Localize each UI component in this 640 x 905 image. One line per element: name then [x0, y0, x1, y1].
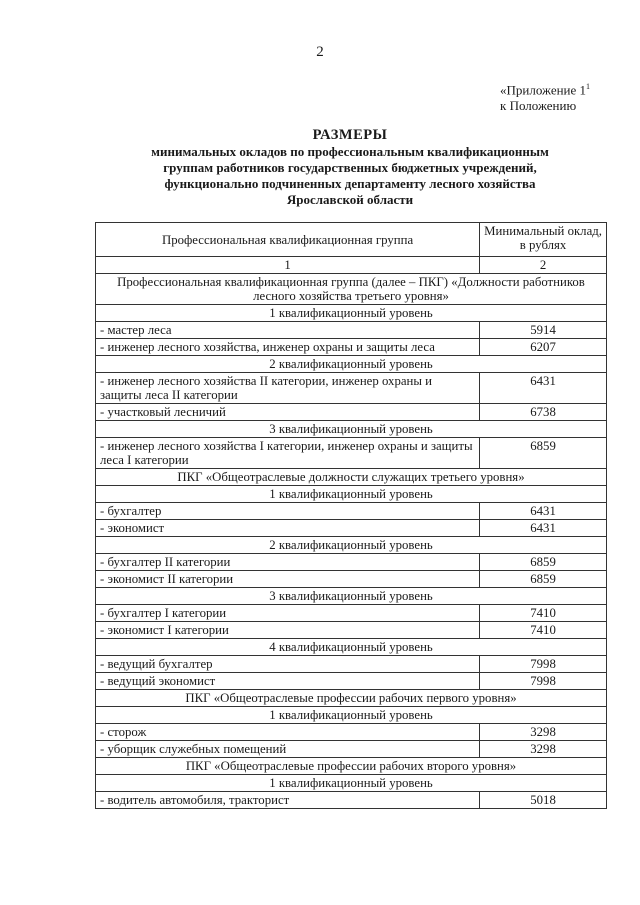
table-row — [96, 339, 607, 356]
column-number-2: 2 — [480, 257, 607, 274]
qualification-level-title: 1 квалификационный уровень — [96, 775, 607, 792]
level-header-row — [96, 356, 607, 373]
salary-value: 3298 — [480, 741, 607, 758]
position-name: - экономист I категории — [96, 622, 480, 639]
qualification-level-title: 4 квалификационный уровень — [96, 639, 607, 656]
group-header-row — [96, 274, 607, 305]
salary-value: 6859 — [480, 438, 607, 469]
position-name: - инженер лесного хозяйства, инженер охраны и защиты леса — [96, 339, 480, 356]
salary-value: 6431 — [480, 520, 607, 537]
salary-value: 7998 — [480, 656, 607, 673]
salary-value: 7410 — [480, 622, 607, 639]
qualification-level-title: 2 квалификационный уровень — [96, 356, 607, 373]
salary-value: 7998 — [480, 673, 607, 690]
level-header-row — [96, 537, 607, 554]
group-header-row — [96, 469, 607, 486]
salary-value: 6859 — [480, 571, 607, 588]
level-header-row — [96, 707, 607, 724]
column-number-1: 1 — [96, 257, 480, 274]
table-row — [96, 571, 607, 588]
table-row — [96, 503, 607, 520]
position-name: - экономист — [96, 520, 480, 537]
qualification-group-title: ПКГ «Общеотраслевые профессии рабочих второго уровня» — [96, 758, 607, 775]
appendix-superscript: 1 — [586, 82, 591, 91]
document-subtitle — [90, 144, 610, 208]
column-header-salary: Минимальный оклад, в рублях — [480, 223, 607, 257]
position-name: - уборщик служебных помещений — [96, 741, 480, 758]
level-header-row — [96, 639, 607, 656]
qualification-level-title: 2 квалификационный уровень — [96, 537, 607, 554]
level-header-row — [96, 486, 607, 503]
table-row — [96, 673, 607, 690]
position-name: - экономист II категории — [96, 571, 480, 588]
table-row — [96, 792, 607, 809]
position-name: - бухгалтер II категории — [96, 554, 480, 571]
position-name: - водитель автомобиля, тракторист — [96, 792, 480, 809]
position-name: - мастер леса — [96, 322, 480, 339]
salary-value: 6738 — [480, 404, 607, 421]
position-name: - инженер лесного хозяйства II категории, инженер охраны и защиты леса II категории — [96, 373, 480, 404]
position-name: - сторож — [96, 724, 480, 741]
table-row — [96, 373, 607, 404]
page-number: 2 — [316, 44, 324, 60]
subtitle-line-3: функционально подчиненных департаменту лесного хозяйства — [164, 176, 536, 191]
table-row — [96, 724, 607, 741]
salary-value: 5914 — [480, 322, 607, 339]
qualification-level-title: 3 квалификационный уровень — [96, 588, 607, 605]
position-name: - ведущий бухгалтер — [96, 656, 480, 673]
level-header-row — [96, 775, 607, 792]
position-name: - ведущий экономист — [96, 673, 480, 690]
salary-value: 6859 — [480, 554, 607, 571]
table-row — [96, 741, 607, 758]
qualification-level-title: 1 квалификационный уровень — [96, 305, 607, 322]
group-header-row — [96, 690, 607, 707]
salary-value: 7410 — [480, 605, 607, 622]
qualification-group-title: Профессиональная квалификационная группа (далее – ПКГ) «Должности работников лесного хозяйства третьего уровня» — [96, 274, 607, 305]
qualification-level-title: 3 квалификационный уровень — [96, 421, 607, 438]
subtitle-line-1: минимальных окладов по профессиональным квалификационным — [151, 144, 549, 159]
position-name: - инженер лесного хозяйства I категории, инженер охраны и защиты леса I категории — [96, 438, 480, 469]
table-row — [96, 322, 607, 339]
column-header-group: Профессиональная квалификационная группа — [96, 223, 480, 257]
level-header-row — [96, 421, 607, 438]
group-header-row — [96, 758, 607, 775]
position-name: - бухгалтер I категории — [96, 605, 480, 622]
appendix-note — [500, 79, 590, 114]
qualification-group-title: ПКГ «Общеотраслевые должности служащих третьего уровня» — [96, 469, 607, 486]
qualification-group-title: ПКГ «Общеотраслевые профессии рабочих первого уровня» — [96, 690, 607, 707]
level-header-row — [96, 305, 607, 322]
document-title: РАЗМЕРЫ — [312, 127, 388, 143]
table-row — [96, 656, 607, 673]
salary-value: 6431 — [480, 503, 607, 520]
qualification-level-title: 1 квалификационный уровень — [96, 707, 607, 724]
subtitle-line-4: Ярославской области — [286, 192, 414, 207]
position-name: - участковый лесничий — [96, 404, 480, 421]
salary-table — [95, 222, 607, 809]
level-header-row — [96, 588, 607, 605]
salary-value: 6207 — [480, 339, 607, 356]
table-row — [96, 404, 607, 421]
qualification-level-title: 1 квалификационный уровень — [96, 486, 607, 503]
position-name: - бухгалтер — [96, 503, 480, 520]
salary-value: 6431 — [480, 373, 607, 404]
table-row — [96, 605, 607, 622]
appendix-line-2: к Положению — [500, 98, 577, 114]
table-row — [96, 622, 607, 639]
column-number-row — [96, 257, 607, 274]
table-row — [96, 554, 607, 571]
salary-value: 5018 — [480, 792, 607, 809]
table-header-row — [96, 223, 607, 257]
appendix-line-1: «Приложение $1^1$ — [500, 82, 591, 98]
table-row — [96, 438, 607, 469]
table-row — [96, 520, 607, 537]
salary-value: 3298 — [480, 724, 607, 741]
subtitle-line-2: группам работников государственных бюджетных учреждений, — [163, 160, 537, 175]
